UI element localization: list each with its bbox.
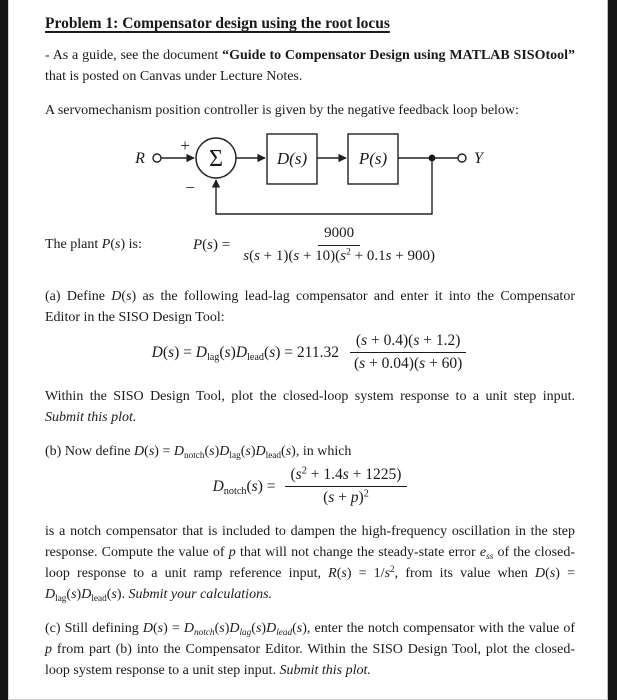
plant-transfer-function (193, 224, 441, 266)
equation-b-lhs: $D_{notch}(s)$ = (212, 477, 276, 497)
part-b-paragraph: (b) Now define $D(s) = D_{notch}(s)D_{lag}(s)D_{lead}(s)$, in which (45, 444, 352, 461)
output-terminal-circle (458, 154, 466, 162)
equation-b-numerator: $(s^2 + 1.4s + 1225)$ (285, 465, 408, 487)
notch-compensator-equation (45, 465, 575, 508)
feedback-block-diagram (45, 123, 575, 220)
problem-title: Problem 1: Compensator design using the root locus (45, 15, 390, 32)
controller-block-label: D(s) (276, 149, 308, 168)
output-signal-label: Y (474, 150, 483, 167)
plant-equation-lhs: P(s) = (193, 236, 231, 253)
part-a-instruction-paragraph: Within the SISO Design Tool, plot the closed-loop system response to a unit step input. Submit this plot. (45, 389, 575, 426)
input-signal-label: R (135, 150, 145, 167)
equation-a-denominator: (s + 0.04)(s + 60) (353, 355, 463, 373)
sigma-symbol: Σ (209, 146, 223, 172)
equation-a-lhs: $D(s) = D_{lag}(s)D_{lead}(s) = 211.32$ (151, 343, 339, 363)
guide-note-paragraph: - As a guide, see the document “Guide to Compensator Design using MATLAB SISOtool” that is posted on Canvas under Lecture Notes. (45, 48, 576, 84)
left-black-border (0, 0, 9, 700)
equation-b-fraction (285, 465, 408, 508)
plant-block-label: P(s) (358, 149, 388, 168)
plant-fraction-numerator: 9000 (318, 224, 360, 246)
plant-fraction-denominator: $s(s + 1)(s + 10)(s^2 + 0.1s + 900)$ (243, 246, 435, 264)
equation-b-denominator: $(s + p)^2$ (323, 488, 369, 507)
part-b-body-paragraph: is a notch compensator that is included to dampen the high-frequency oscillation in the step response. Compute the value of p that will not change the steady-state error $e_{ss}$ of the closed-loop response to a unit ramp reference input, $R(s) = 1/s^2$, from its value when $D(s) = D_{lag}(s)D_{lead}(s)$. Submit your calculations. (45, 523, 575, 603)
minus-sign: − (185, 178, 195, 197)
problem-statement (9, 0, 607, 694)
plus-sign: + (180, 136, 190, 155)
part-a-paragraph: (a) Define D(s) as the following lead-lag compensator and enter it into the Compensator Editor in the SISO Design Tool: (45, 289, 575, 325)
equation-a-fraction (348, 331, 468, 374)
plant-fraction (237, 224, 441, 266)
feedback-path-line (216, 158, 432, 214)
lead-lag-compensator-equation (45, 331, 575, 374)
right-black-border (607, 0, 617, 700)
input-terminal-circle (153, 154, 161, 162)
servo-intro-paragraph: A servomechanism position controller is given by the negative feedback loop below: (45, 103, 519, 118)
equation-a-numerator: (s + 0.4)(s + 1.2) (350, 331, 467, 353)
plant-label: The plant P(s) is: (45, 237, 142, 252)
part-c-paragraph: (c) Still defining $D(s) = D_{notch}(s)D_{lag}(s)D_{lead}(s)$, enter the notch compensator with the value of p from part (b) into the Compensator Editor. Within the SISO Design Tool, plot the closed-loop system response to a unit step input. Submit this plot. (45, 620, 575, 678)
plant-definition-row (45, 224, 575, 266)
